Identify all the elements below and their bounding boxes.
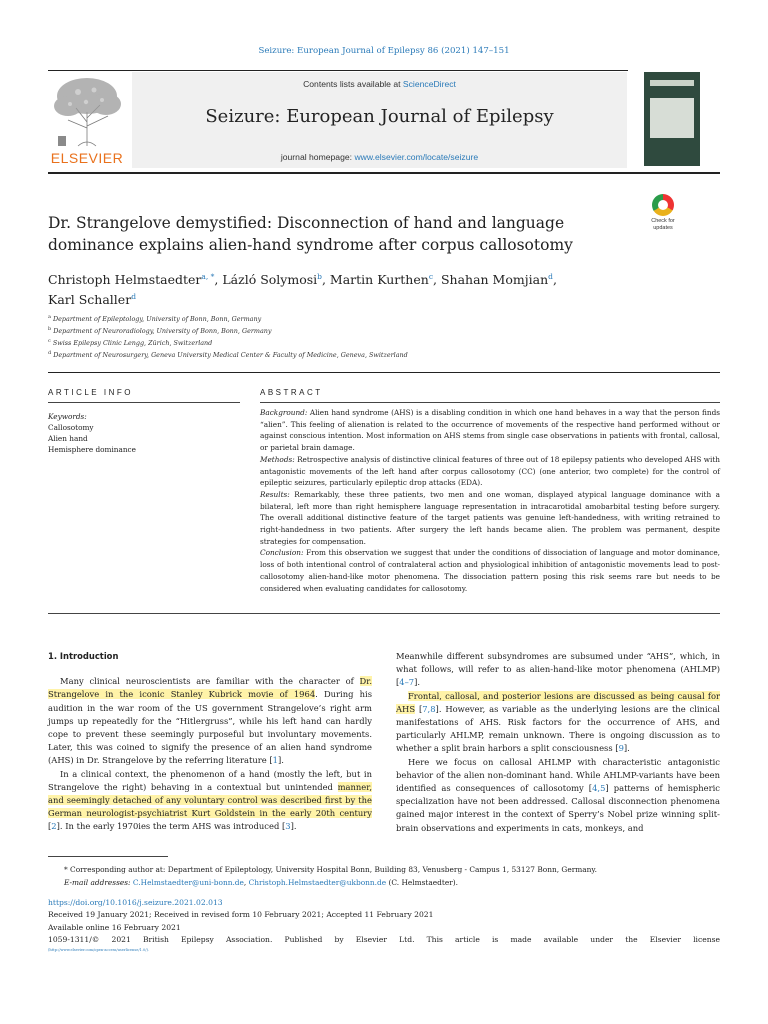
email-link[interactable]: Christoph.Helmstaedter@ukbonn.de (248, 878, 387, 887)
contents-prefix: Contents lists available at (303, 79, 401, 89)
reference-link[interactable]: 1 (272, 755, 278, 766)
article-metadata (48, 897, 720, 954)
sciencedirect-link[interactable]: ScienceDirect (402, 79, 456, 89)
abstract-results: Results: Remarkably, these three patients, two men and one woman, displayed atypical language dominance with a bilateral, left more than right hemisphere language representation in intracarotidal amobarbital testing before surgery. The overall additional distinctive feature of the target patients was genuine left-handedness, with writing retrained to right-handedness in two patients. After surgery the left hands became alien. The problem was permanent, despite strategies for compensation. (260, 489, 721, 546)
corresponding-author-footnote (48, 863, 720, 889)
affiliations (48, 312, 648, 361)
author-name[interactable]: Shahan Momjian (440, 272, 549, 288)
keyword: Alien hand (48, 434, 88, 444)
reference-link[interactable]: 4–7 (399, 677, 415, 688)
author-name[interactable]: Karl Schaller (48, 292, 132, 308)
reference-link[interactable]: 2 (51, 821, 57, 832)
email-link[interactable]: C.Helmstaedter@uni-bonn.de (132, 878, 244, 887)
article-info-top-rule (48, 372, 720, 373)
highlight[interactable]: manner, and seemingly detached of any voluntary control was described first by the German neurologist-psychiatrist Kurt Goldstein in the early 20th century (48, 781, 372, 819)
reference-link[interactable]: 4,5 (592, 783, 606, 794)
intro-paragraph-1: Many clinical neuroscientists are familiar with the character of Dr. Strangelove in the iconic Stanley Kubrick movie of 1964. During his audition in the war room of the US government Strangelove’s right arm jumps up repeatedly for the “Hitlergruss”, while his left hand can hardly cope to prevent these seemingly purposeful but involuntary movements. Later, this was coined to signify the presence of an alien hand syndrome (AHS) in Dr. Strangelove by the referring literature [1]. (48, 676, 372, 766)
contents-line (132, 79, 627, 89)
article-info-rule (48, 402, 240, 403)
author-affil-sup[interactable]: c (428, 272, 434, 281)
author-affil-sup[interactable]: b (317, 272, 322, 281)
elsevier-wordmark: ELSEVIER (50, 150, 124, 166)
author-affil-sup[interactable]: d (548, 272, 553, 281)
author-name[interactable]: Lázló Solymosi (222, 272, 318, 288)
author-name[interactable]: Martin Kurthen (329, 272, 429, 288)
section-heading-introduction: 1. Introduction (48, 651, 119, 661)
intro-paragraph-4: Frontal, callosal, and posterior lesions are discussed as being causal for AHS [7,8]. However, as variable as the underlying lesions are the clinical manifestations of AHS. Risk factors for the occurrence of AHS, and particularly AHLMP, remain unknown. There is ongoing discussion as to whether a split brain harbors a split consciousness [9]. (396, 690, 720, 754)
affiliation-item: $^d$ Department of Neurosurgery, Geneva University Medical Center & Faculty of Medicine, Geneva, Switzerland (48, 350, 408, 360)
check-for-updates-badge[interactable] (644, 194, 682, 231)
article-info-heading: ARTICLE INFO (48, 388, 133, 397)
abstract-background: Background: Alien hand syndrome (AHS) is a disabling condition in which one hand behaves in a way that the person finds “alien”. This feeling of alienation is related to the occurrence of movements of the respective hand performed without or against conscious intention. Most information on AHS stems from single case observations in patients with frontal, callosal, or parietal brain damage. (260, 408, 720, 453)
intro-paragraph-5: Here we focus on callosal AHLMP with characteristic antagonistic behavior of the alien non-dominant hand. While AHLMP-variants have been identified as consequences of callosotomy [4,5] patterns of hemispheric specialization have not been addressed. Callosal disconnection phenomena gained major interest in the context of Sperry’s Nobel prize winning split-brain observations and experiments in cats, monkeys, and (396, 756, 720, 833)
author-affil-sup[interactable]: d (131, 292, 136, 302)
abstract-conclusion: Conclusion: From this observation we suggest that under the conditions of dissociation of language and motor dominance, loss of both intentional control of contralateral action and physiological inhibition of antagonistic movements lead to post-callosotomy alien-hand-like motor phenomena. The dissociation pattern posing this risk seems rare but needs to be considered when evaluating candidates for callosotomy. (260, 548, 720, 593)
history-dates: Received 19 January 2021; Received in revised form 10 February 2021; Accepted 11 February 2021 (48, 910, 434, 920)
journal-title: Seizure: European Journal of Epilepsy (205, 106, 554, 127)
available-online: Available online 16 February 2021 (48, 922, 181, 932)
abstract-methods: Methods: Retrospective analysis of distinctive clinical features of three out of 18 epilepsy patients who developed AHS with antagonistic movements of the left hand after corpus callosotomy (CC) (one anterior, two complete) for the control of epileptic seizures, particularly epileptic drop attacks (EDA). (260, 454, 720, 488)
author-name[interactable]: Christoph Helmstaedter (48, 272, 202, 288)
abstract-rule (260, 402, 720, 403)
keyword: Callosotomy (48, 423, 94, 433)
masthead-top-rule (48, 70, 628, 71)
keywords-label: Keywords: (48, 412, 87, 421)
abstract-text (260, 407, 720, 594)
intro-paragraph-2: In a clinical context, the phenomenon of a hand (mostly the left, but in Strangelove the right) behaving in a contextual but unintended manner, and seemingly detached of any voluntary control was described first by the German neurologist-psychiatrist Kurt Goldstein in the early 20th century [2]. In the early 1970ies the term AHS was introduced [3]. (48, 768, 372, 832)
footnote-rule (48, 856, 168, 857)
keywords-block (48, 411, 240, 455)
homepage-link[interactable]: www.elsevier.com/locate/seizure (354, 152, 479, 162)
highlight[interactable]: Dr. Strangelove in the iconic Stanley Kubrick movie of 1964 (48, 676, 372, 700)
abstract-bottom-rule (48, 613, 720, 614)
intro-paragraph-3: Meanwhile different subsyndromes are subsumed under “AHS”, which, in what follows, will refer to as alien-hand-like motor phenomena (AHLMP) [4–7]. (396, 651, 720, 688)
article-title (48, 212, 608, 256)
article-title-line-1: Dr. Strangelove demystified: Disconnection of hand and language (48, 214, 565, 232)
keyword: Hemisphere dominance (48, 445, 136, 455)
journal-citation[interactable]: Seizure: European Journal of Epilepsy 86 (2021) 147–151 (258, 46, 510, 56)
journal-cover-image (644, 72, 700, 166)
reference-link[interactable]: 3 (285, 821, 291, 832)
doi-link[interactable]: https://doi.org/10.1016/j.seizure.2021.02.013 (48, 898, 223, 907)
check-for-updates-icon (652, 194, 674, 216)
reference-link[interactable]: 9 (618, 743, 624, 754)
corresponding-author: * Corresponding author at: Department of Epileptology, University Hospital Bonn, Building 83, Venusberg - Campus 1, 53127 Bonn, Germany. (64, 865, 597, 874)
license-line: 1059-1311/© 2021 British Epilepsy Association. Published by Elsevier Ltd. This article is made available under the Elsevier license (48, 935, 720, 945)
homepage-prefix: journal homepage: (280, 152, 353, 162)
affiliation-item: $^b$ Department of Neuroradiology, University of Bonn, Bonn, Germany (48, 326, 272, 336)
abstract-heading: ABSTRACT (260, 388, 323, 397)
author-affil-sup[interactable]: a, * (201, 272, 215, 281)
affiliation-item: $^c$ Swiss Epilepsy Clinic Lengg, Zürich, Switzerland (48, 338, 213, 348)
check-for-updates-label: Check for updates (651, 218, 675, 231)
highlight[interactable]: Frontal, callosal, and posterior lesions are discussed as being causal for AHS (396, 690, 720, 714)
body-left-column (48, 650, 372, 834)
author-list: Christoph Helmstaedter$^{a, *}$, Lázló Solymosi$^b$, Martin Kurthen$^c$, Shahan Momjian$^d$, Karl Schaller$^d$ (48, 272, 557, 308)
masthead-bottom-rule (48, 172, 720, 174)
cover-art (650, 98, 694, 138)
reference-link[interactable]: 7,8 (422, 703, 436, 714)
journal-homepage-line (132, 152, 627, 162)
cover-title-strip (650, 80, 694, 86)
article-title-line-2: dominance explains alien-hand syndrome after corpus callosotomy (48, 236, 573, 254)
affiliation-item: $^a$ Department of Epileptology, University of Bonn, Bonn, Germany (48, 314, 262, 324)
license-link[interactable]: (http://www.elsevier.com/open-access/userlicense/1.0/). (48, 947, 150, 952)
email-addresses: E-mail addresses: C.Helmstaedter@uni-bonn.de, Christoph.Helmstaedter@ukbonn.de (C. Helmstaedter). (64, 878, 459, 887)
body-right-column (396, 650, 720, 835)
